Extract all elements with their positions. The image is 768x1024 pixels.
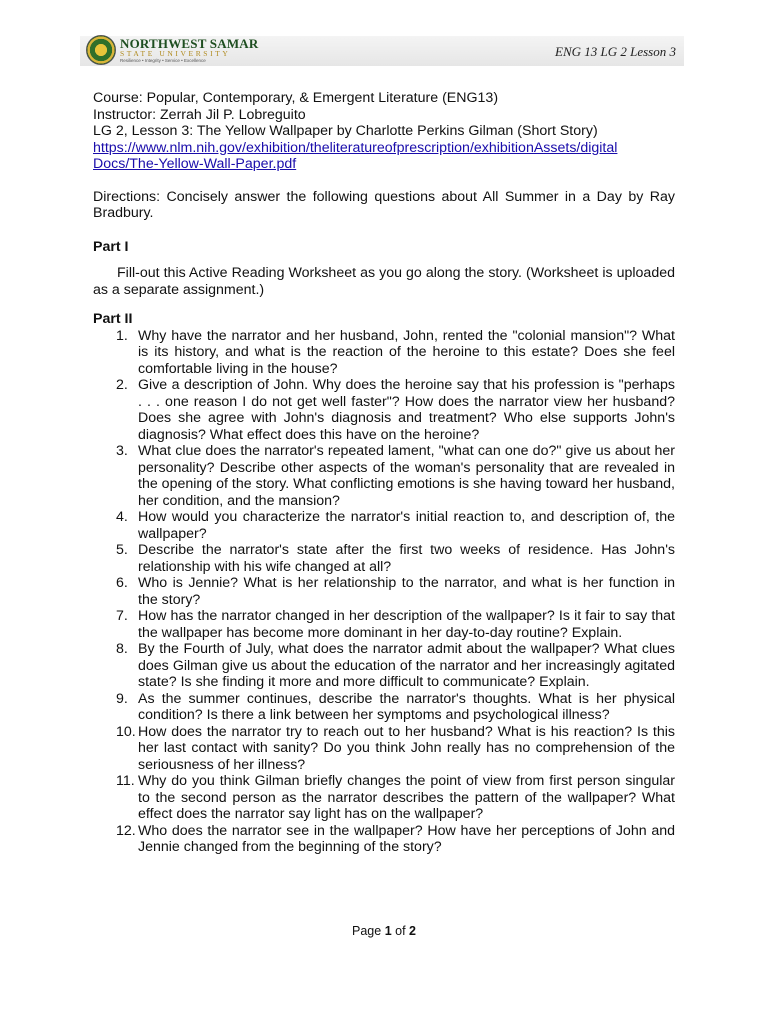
question-text: Describe the narrator's state after the first two weeks of residence. Has John's relationship with his wife changed at all?: [138, 542, 675, 575]
page-total: 2: [409, 924, 416, 938]
page-prefix: Page: [352, 924, 385, 938]
question-number: 6.: [116, 575, 128, 591]
page-current: 1: [384, 924, 392, 938]
question-number: 7.: [116, 608, 128, 624]
lesson-line: LG 2, Lesson 3: The Yellow Wallpaper by Charlotte Perkins Gilman (Short Story): [93, 123, 598, 139]
question-number: 3.: [116, 443, 128, 459]
question-item: [93, 542, 675, 575]
question-text: How has the narrator changed in her description of the wallpaper? Is it fair to say that the wallpaper has become more dominant in her day-to-day routine? Explain.: [138, 608, 675, 641]
course-line: Course: Popular, Contemporary, & Emergent Literature (ENG13): [93, 90, 499, 106]
question-text: Why have the narrator and her husband, John, rented the "colonial mansion"? What is its history, and what is the reaction of the heroine to this estate? Does she feel comfortable living in the house?: [138, 327, 675, 377]
question-number: 5.: [116, 542, 128, 558]
logo-name: NORTHWEST SAMAR: [120, 36, 259, 51]
document-body: [93, 90, 675, 856]
page-indicator: [0, 924, 768, 938]
question-item: [93, 608, 675, 641]
question-text: What clue does the narrator's repeated lament, "what can one do?" give us about her personality? Describe other aspects of the woman's personality that are revealed in the opening of the story. What conflicting emotions is she having toward her husband, her condition, and the mansion?: [138, 443, 675, 509]
question-number: 11.: [116, 773, 135, 789]
university-logo: [86, 34, 258, 66]
question-number: 10.: [116, 723, 136, 740]
question-item: [93, 773, 675, 823]
question-item: [93, 724, 675, 774]
question-number: 4.: [116, 509, 128, 525]
story-link-line2: Docs/The-Yellow-Wall-Paper.pdf: [93, 156, 297, 172]
story-link-line1: https://www.nlm.nih.gov/exhibition/theliteratureofprescription/exhibitionAssets/digital: [93, 139, 618, 156]
instructor-line: Instructor: Zerrah Jil P. Lobreguito: [93, 106, 306, 123]
question-text: How would you characterize the narrator's initial reaction to, and description of, the wallpaper?: [138, 509, 675, 542]
university-seal-icon: [86, 35, 116, 65]
part1-text: Fill-out this Active Reading Worksheet as you go along the story. (Worksheet is uploaded as a separate assignment.): [93, 265, 675, 298]
question-item: [93, 328, 675, 378]
logo-tagline: Resilience • Integrity • Service • Excellence: [120, 57, 206, 63]
question-text: Who does the narrator see in the wallpaper? How have her perceptions of John and Jennie changed from the beginning of the story?: [138, 822, 675, 855]
directions: Directions: Concisely answer the following questions about All Summer in a Day by Ray Bradbury.: [93, 188, 675, 221]
part2-heading: Part II: [93, 311, 133, 327]
question-text: How does the narrator try to reach out to her husband? What is his reaction? Is this her last contact with sanity? Do you think John really has no comprehension of the seriousness of her illness?: [138, 723, 675, 773]
logo-subtitle: STATE UNIVERSITY: [120, 49, 231, 58]
question-text: As the summer continues, describe the narrator's thoughts. What is her physical condition? Is there a link between her symptoms and psychological illness?: [138, 690, 675, 723]
question-item: [93, 377, 675, 443]
story-link[interactable]: [93, 140, 675, 173]
question-text: Who is Jennie? What is her relationship to the narrator, and what is her function in the story?: [138, 575, 675, 608]
question-item: [93, 443, 675, 509]
question-item: [93, 575, 675, 608]
question-item: [93, 823, 675, 856]
question-text: By the Fourth of July, what does the narrator admit about the wallpaper? What clues does Gilman give us about the education of the narrator and her increasingly agitated state? Is she finding it more and more difficult to communicate? Explain.: [138, 641, 675, 690]
question-number: 9.: [116, 690, 128, 707]
question-text: Why do you think Gilman briefly changes the point of view from first person singular to the second person as the narrator describes the pattern of the wallpaper? What effect does the narrator say light has on the wallpaper?: [138, 773, 675, 822]
question-text: Give a description of John. Why does the heroine say that his profession is "perhaps . . . one reason I do not get well faster"? How does the narrator view her husband? Does she agree with John's diagnosis and treatment? Who else supports John's diagnosis? What effect does this have on the heroine?: [138, 377, 675, 443]
question-item: [93, 641, 675, 691]
question-number: 1.: [116, 327, 128, 344]
question-number: 2.: [116, 377, 128, 393]
question-number: 8.: [116, 641, 128, 657]
question-item: [93, 509, 675, 542]
question-list: [93, 328, 675, 856]
page-of: of: [391, 924, 410, 938]
question-number: 12.: [116, 822, 136, 839]
document-code: ENG 13 LG 2 Lesson 3: [555, 44, 676, 59]
question-item: [93, 691, 675, 724]
part1-heading: Part I: [93, 238, 129, 255]
